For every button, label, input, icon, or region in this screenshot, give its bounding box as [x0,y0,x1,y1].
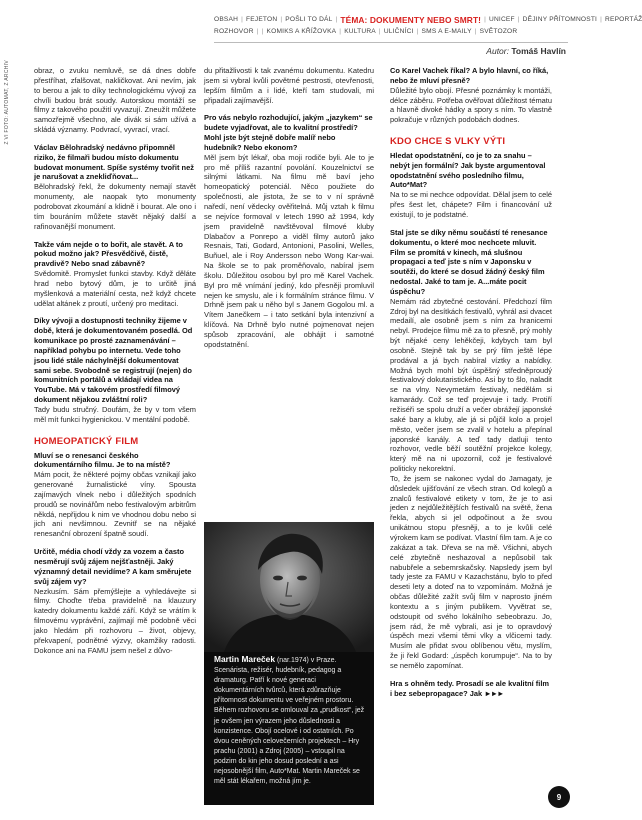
caption-years: (nar.1974) v Praze. [276,657,337,664]
answer: Nemám rád zbytečné cestování. Předchozí film Zdroj byl na desítkách festivalů, vyhrál asi dvacet medailí, ale osobně jsem s ním za hranicemi nebyl. Prodejce filmu mě za to přesně, prý mohly být nějaké ceny lehěkčeji, kdybych tam byl osobně. Stejně tak by se prý film ještě lépe prodával a já bych nabíral víztky a nabídky. Možná bych mohl být úspěšný středněproudý festivalový dokutaristického. Asi by to šlo, naladit se na vlny. Nevymetám festivaly, nedělám si kamarády. Což se teď projevuje i tady. Protiří režiséři se spolu druží a večer obrážejí japonské saké bary a kluby, ale já si půjčil kolo a projel město, večer jsem se zvalil v hotelu a přepínal japonské kanály. A teď tady datluji tento rozhovor, vedle běží soutěžní projekce kolegy, který mě na ni upozornil, což je festivalové politicky nekorektní. [390,296,552,474]
side-credit-label: Z VI FOTO: AUTOMAT, Z ARCHIV [4,60,10,145]
nav-item-komiks[interactable]: KOMIKS A KŘÍŽOVKA [266,28,337,35]
answer: Na to se mi nechce odpovídat. Dělal jsem to celé přes šest let, chápete? Film i financování už existují, to je podstatné. [390,190,552,219]
nav-item-dejiny[interactable]: DĚJINY PŘÍTOMNOSTI [522,16,598,23]
question: Díky vývoji a dostupnosti techniky žijeme v době, která je dokumentovaném posedlá. Od komunikace po prosté zaznamenávání – například pohybu po internetu. Vede toho jsou lidé stále náchylnější dokumentovat sami sebe. Svobodně se registrují (nejen) do komunitních portálů a vkládají videa na YouTube. Má v takovém prostředí filmový dokument nějakou zvláštní roli? [34,316,193,405]
question: Určitě, média chodí vždy za vozem a často nesměrují svůj zájem nejšťastněji. Jaký významný detail nevidíme? A kam směrujete svůj zájem vy? [34,547,192,586]
header-divider [214,42,568,43]
answer: To, že jsem se nakonec vydal do Jamagaty, je důsledek ujišťování ze všech stran. Od kolegů a znalců festivalové etikety v tom, že je to asi jeden z nejdůležitějších festivalů na světě, žena řekla, abych si jel odpočinout a že svou unikátnou stopu přesněji, a to je kvůli celé výrokem kam se podívat. Vlastní film tam. A je co zakázat a tak. Dřeva se na mě. Všichni, abych celé zbytečně neshazoval a nepůsobil tak nabubřele a sebemrskačsky. Napsledy jsem byl tady jeste za FAMU v Kazachstánu, bylo to před deseti lety a doteď na to vzpomínám. Možná je občas důležité zažít svůj film v naprosto jiném kontextu a s jiným publikem. Vyvětrat se, odstoupit od svého lokálního sebeobrazu. Jo, jsem rád, že mě vybrali, asi je to opravdový úspěch mezi všemi těmi vlky a vlčicemi tady. Musím ale přidat svou oblíbenou větu, myslím, že ji řekl Godard: „úspěch korumpuje“. Na to by se nemělo zapomínat. [390,473,552,670]
question: Co Karel Vachek říkal? A bylo hlavní, co říká, nebo že mluví přesně? [390,66,549,85]
nav-item-reportaz[interactable]: REPORTÁŽ [605,16,642,23]
question: Václav Bělohradský nedávno připomněl riziko, že filmaři budou místo dokumentu budovat monument. Spíše systémy tvořit než je narušovat a znekliďňovat... [34,142,194,182]
paragraph: du přitažlivosti k tak zvanému dokumentu. Katedru jsem si vybral kvůli povětrné pestrosti, otevřenosti, lepším filmům a i lidé, kteří tam studovali, mi připadali zajímavější. [204,66,374,105]
answer: Měl jsem být lékař, oba moji rodiče byli. Ale to je pro mě příliš razantní povolání. Kouzelnictví se silnými látkami. Na filmu mě baví jeho homeopatický potenciál. Něco použiete do společnosti, ale jistota, že se to v ní správně naředí, není vědecky ověřitelná. Můj vztah k filmu se nejvíce formoval v letech 1990 až 1994, kdy jsem pravidelně navštěvoval filmové kluby Dlabačov a Ponrepo a viděl filmy autorů jako Resnais, Tati, Godard, Antonioni, Pasolini, Welles, Buñuel, ale i Roy Andersson nebo Wong Kar-wai. Na škole se to pak proměňovalo, nabíral jsem školu. Důležitou osobou byl pro mě Karel Vachek. Byl pro mě vnímání jediný, kdo přesněji promluvil nejen ke smyslu, ale i k formálním stránce filmu. V Drhně jsem pak u něho byl s Janem Gogolou ml. a Vítem Janečkem – i tato setkání byla intenzivní a klíčová. Na Drhně bylo nutné pojmenovat nejen spůsob zpracování, ale obhájit i samotné opodstatnění. [204,152,374,349]
nav-item-ulicnici[interactable]: ULIČNÍCI [383,28,414,35]
nav-item-sms[interactable]: SMS A E-MAILY [421,28,472,35]
caption-text: Scenárista, režisér, hudebník, pedagog a dramaturg. Patří k nové generaci dokumentárních tvůrců, která zdůrazňuje přítomnost dokumentu ve veřejném prostoru. Během rozhovoru se omlouval za „prudkost“, jež je ovšem jen výrazem jeho důslednosti a konzistence. Obojí ocelové i od ostatních. Po dvou ceněných celovečerních projektech – Hry prachu (2001) a Zdroj (2005) – vstoupil na podzim do kin jeho dosud poslední a asi nejosobnější film, Auto*Mat. Martin Mareček se měl stát lékařem, možná jím je. [214,667,365,786]
nav-item-kultura[interactable]: KULTURA [344,28,376,35]
nav-item-rozhovor[interactable]: ROZHOVOR [214,28,254,35]
answer: Svědomitě. Promyslet funkci stavby. Když děláte hrad nebo bytový dům, je to určitě jiná myšlenková a materiální cesta, než když chcete udělat altánek z proutí, určený pro meditaci. [34,269,196,308]
nav-item-unicef[interactable]: UNICEF [488,16,515,23]
question: Mluví se o renesanci českého dokumentárního filmu. Je to na místě? [34,450,171,470]
question: Takže vám nejde o to bořit, ale stavět. A to pokud možno jak? Přesvědčivě, čistě, pravdivě? Nebo snad zábavně? [34,239,183,269]
question: Pro vás nebylo rozhodující, jakým „jazykem“ se budete vyjadřovat, ale to kvalitní prostředí? Mohl jste být stejně dobře malíř nebo hudebník? Nebo ekonom? [204,113,373,152]
portrait-photo [204,522,374,652]
section-heading: KDO CHCE S VLKY VÝTI [390,136,506,148]
author-label: Autor: [486,46,509,56]
question: Stal jste se díky němu součástí té renesance dokumentu, o které moc nechcete mluvit. Film se promítá v kinech, má slušnou propagaci a teď jste s ním v Japonsku v soutěži, do které se dosud žádný český film nedostal. Jaké to tam je. A...máte pocit úspěchu? [390,227,548,296]
continue-arrow-icon: ►►► [484,688,504,698]
author-name: Tomáš Havlín [511,46,566,56]
nav-item-tema-active[interactable]: TÉMA: DOKUMENTY NEBO SMRT! [340,15,482,25]
article-column-3 [390,66,552,806]
answer: Bělohradský řekl, že dokumenty nemají stavět monumenty, ale naopak tyto monumenty podrobovat zkoumání a klidně i bourat. Ale ono i tím bouráním můžete stavět nějaký další a rafinovanější monument. [34,182,196,231]
top-navigation [214,14,642,38]
caption-name: Martin Mareček [214,654,275,664]
answer: Mám pocit, že některé pojmy občas vznikají jako generované žurnalistické víny. Spousta zajímavých vlnek nebo i důležitých spodních proudů se novinářům nebo festivalovým arbitrům někdá, nepřijdou k nim ve vhodnou dobu nebo si jich ani nevšimnou. Zevnitř se na nějaké renesanční obrození špatně soudí. [34,470,196,539]
nav-row-2: ROZHOVOR | | KOMIKS A KŘÍŽOVKA | KULTURA | ULIČNÍCI | SMS A E-MAILY | SVĚTOZOR [214,26,570,38]
photo-caption [214,654,366,787]
article-column-2 [204,66,374,516]
nav-item-fejeton[interactable]: FEJETON [246,16,278,23]
nav-item-svetozor[interactable]: SVĚTOZOR [479,28,518,35]
page-number: 9 [548,786,570,808]
closing-question: Hra s ohněm tedy. Prosadí se ale kvalitní film i bez sebepropagace? Jak [390,678,549,698]
nav-item-obsah[interactable]: OBSAH [214,16,239,23]
nav-row-1: OBSAH | FEJETON | POŠLI TO DÁL | TÉMA: DOKUMENTY NEBO SMRT! | UNICEF | DĚJINY PŘÍTOMNOSTI | REPORTÁŽ [214,15,642,25]
answer: Tady budu stručný. Doufám, že by v tom všem měl mít funkci hygienickou. V mentální podobě. [34,405,196,424]
paragraph: obraz, o zvuku nemluvě, se dá dnes dobře přestříhat, zfalšovat, nakličkovat. Ani nevím, jak to berou a jak to díky technologickému vývoji za chvíli budou brát soudy. Autorskou montáží se filmy z takového použití vyvazují. Zneužít můžete samozřejmě všechno, ale divák si sám užívá a skládá významy. Podvrací, vyvrací, vrací. [34,66,196,135]
portrait-photo-box [204,522,374,805]
article-column-1 [34,66,196,806]
section-heading: HOMEOPATICKÝ FILM [34,435,139,447]
question: Hledat opodstatnění, co je to za snahu – nebýt jen formální? Jak byste argumentoval opodstatnění svého posledního filmu, Auto*Mat? [390,150,546,190]
answer: Nezkusím. Sám přemýšlejte a vyhledávejte si filmy. Choďte třeba pravidelně na klauzury katedry dokumentu každé září. Když se vrátím k filmovému vyprávění, zajímají mě podobně věci jako hledám při rozhovoru – život, objevy, překvapení, podnětné výzvy, okamžiky radosti. Dokonce ani na FAMU jsem nešel z důvo- [34,586,196,655]
nav-item-posli[interactable]: POŠLI TO DÁL [285,16,333,23]
question [390,679,552,699]
author-line [486,46,566,56]
answer: Důležité bylo obojí. Přesné poznámky k montáži, délce záběru. Potřeba ověřovat důležitost tématu a hlavně divoké hádky a spory s ním. To vlastně pokračuje v různých podobách dodnes. [390,85,552,125]
